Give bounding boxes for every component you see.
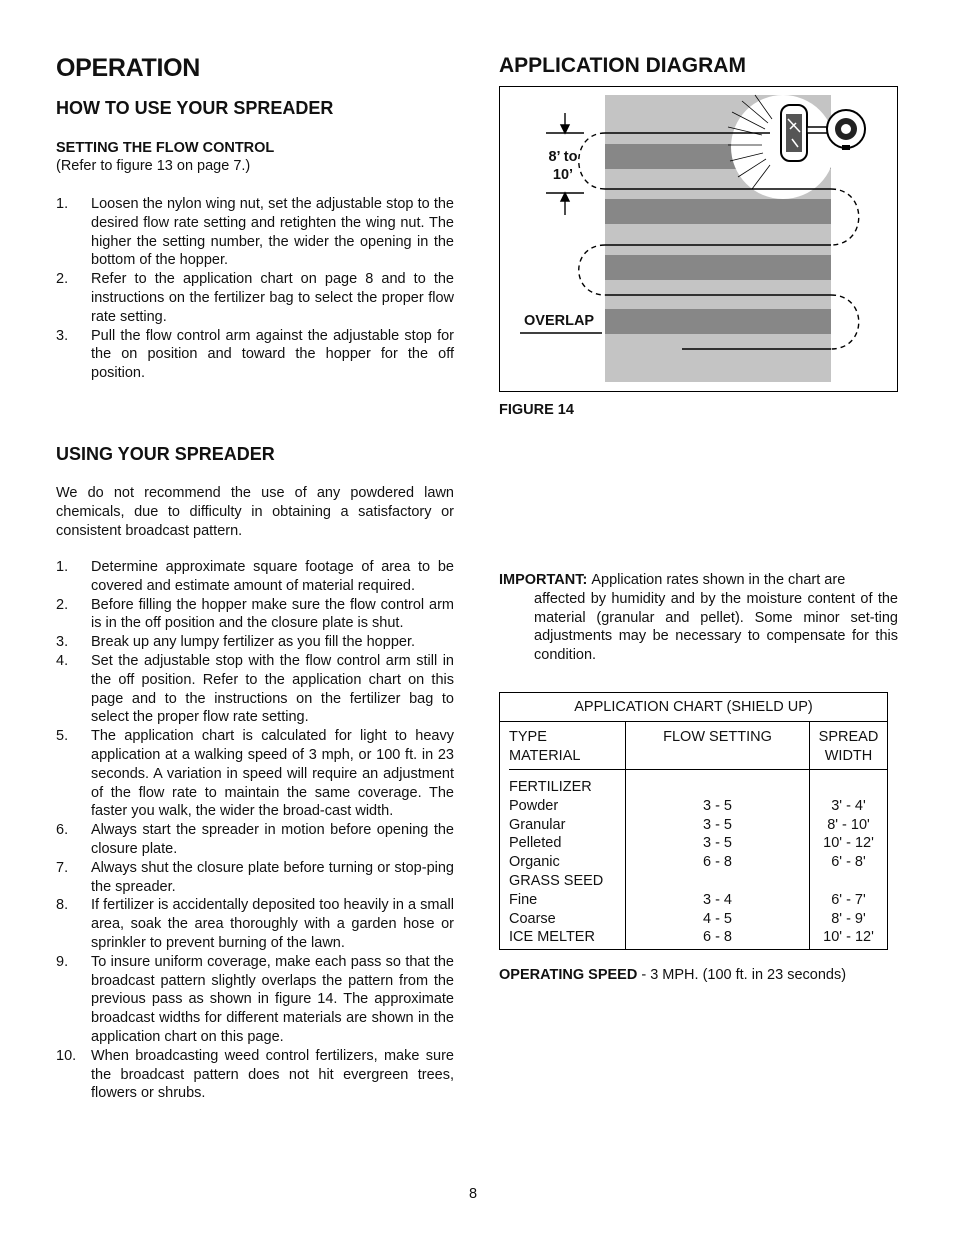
material-header-line2: MATERIAL bbox=[509, 747, 581, 764]
using-intro: We do not recommend the use of any powdered lawn chemicals, due to difficulty in obtaining a satisfactory or consistent broadcast pattern. bbox=[56, 485, 454, 539]
list-text: When broadcasting weed control fertilizers, make sure the broadcast pattern does not hit evergreen trees, flowers or shrubs. bbox=[91, 1047, 454, 1102]
flow-column bbox=[626, 722, 810, 949]
flow-values bbox=[626, 770, 809, 949]
list-item bbox=[56, 652, 454, 727]
chart-material-cell: Organic bbox=[509, 854, 560, 871]
chart-material-cell: Powder bbox=[509, 797, 559, 814]
list-text: Loosen the nylon wing nut, set the adjustable stop to the desired flow rate setting and retighten the wing nut. The higher the setting number, the wider the opening in the bottom of the hopper. bbox=[91, 196, 454, 269]
chart-material-cell: FERTILIZER bbox=[509, 779, 592, 795]
chart-material-cell: Fine bbox=[509, 891, 538, 908]
list-number: 1. bbox=[56, 559, 69, 575]
spread-values bbox=[810, 770, 887, 949]
list-item bbox=[56, 859, 454, 897]
list-number: 10. bbox=[56, 1047, 77, 1064]
list-text: The application chart is calculated for light to heavy application at a walking speed of 3 mph, or 100 ft. in 23 seconds. A variation in speed will require an adjustment of the flow rate to maintain the same coverage. The faster you walk, the wider the broad-cast width. bbox=[91, 728, 454, 820]
diagram-svg bbox=[500, 87, 897, 391]
list-item bbox=[56, 953, 454, 1047]
list-text: To insure uniform coverage, make each pass so that the broadcast pattern slightly overlaps the pattern from the previous pass as shown in figure 14. The approximate broadcast widths for different materials are shown in the application chart on this page. bbox=[91, 953, 454, 1045]
important-note bbox=[499, 571, 898, 665]
list-number: 6. bbox=[56, 822, 69, 839]
important-text: affected by humidity and by the moisture content of the material (granular and pellet). Some minor set-ting adjustments may be necessary to compensate for this condition. bbox=[534, 590, 898, 664]
material-header bbox=[509, 722, 625, 770]
chart-flow-cell: 6 - 8 bbox=[702, 854, 732, 871]
important-first-line: Application rates shown in the chart are bbox=[591, 572, 846, 588]
list-item bbox=[56, 270, 454, 326]
chart-title: APPLICATION CHART (SHIELD UP) bbox=[500, 693, 887, 722]
chart-spread-cell: 3' - 4' bbox=[831, 797, 866, 814]
using-steps bbox=[56, 558, 454, 1103]
figure-reference: (Refer to figure 13 on page 7.) bbox=[56, 158, 251, 174]
list-text: Before filling the hopper make sure the flow control arm is in the off position and the closure plate is shut. bbox=[91, 596, 454, 632]
page-title: OPERATION bbox=[56, 54, 201, 82]
flow-control-subheading: SETTING THE FLOW CONTROL bbox=[56, 140, 275, 156]
overlap-stripe bbox=[605, 255, 831, 280]
list-number: 1. bbox=[56, 196, 69, 212]
list-number: 4. bbox=[56, 652, 69, 669]
chart-flow-cell: 4 - 5 bbox=[702, 910, 732, 927]
flow-header: FLOW SETTING bbox=[626, 722, 809, 770]
how-to-heading: HOW TO USE YOUR SPREADER bbox=[56, 98, 334, 118]
chart-material-cell: ICE MELTER bbox=[509, 929, 595, 946]
material-column bbox=[500, 722, 626, 949]
spread-header-line2: WIDTH bbox=[824, 747, 873, 764]
list-item bbox=[56, 558, 454, 596]
chart-spread-cell bbox=[810, 778, 887, 797]
spread-column bbox=[810, 722, 887, 949]
list-number: 9. bbox=[56, 953, 69, 970]
spread-header-line1: SPREAD bbox=[818, 729, 879, 745]
pass-width-label-line1: 8’ to bbox=[548, 149, 578, 165]
list-item bbox=[56, 727, 454, 821]
pass-width-label bbox=[544, 148, 582, 184]
list-number: 3. bbox=[56, 634, 69, 651]
operating-speed bbox=[499, 967, 846, 983]
list-number: 2. bbox=[56, 271, 69, 288]
chart-flow-cell: 3 - 5 bbox=[702, 835, 732, 852]
chart-spread-cell: 6' - 7' bbox=[831, 891, 866, 908]
chart-flow-cell bbox=[626, 872, 809, 891]
chart-spread-cell: 8' - 10' bbox=[827, 816, 870, 833]
spread-header bbox=[810, 722, 887, 770]
chart-spread-cell: 10' - 12' bbox=[823, 835, 874, 852]
page-number: 8 bbox=[469, 1186, 478, 1202]
overlap-label: OVERLAP bbox=[524, 313, 595, 329]
pass-width-label-line2: 10’ bbox=[552, 167, 574, 183]
list-text: Determine approximate square footage of area to be covered and estimate amount of material required. bbox=[91, 559, 454, 594]
list-item bbox=[56, 896, 454, 952]
chart-material-cell: Granular bbox=[509, 816, 566, 833]
using-heading: USING YOUR SPREADER bbox=[56, 444, 275, 464]
list-item bbox=[56, 195, 454, 270]
operating-speed-text: - 3 MPH. (100 ft. in 23 seconds) bbox=[637, 967, 847, 983]
list-item bbox=[56, 633, 454, 652]
list-number: 3. bbox=[56, 327, 69, 344]
list-number: 2. bbox=[56, 596, 69, 613]
list-item bbox=[56, 596, 454, 634]
list-text: Pull the flow control arm against the adjustable stop for the on position and toward the hopper for the off position. bbox=[91, 327, 454, 382]
list-number: 7. bbox=[56, 859, 69, 876]
chart-spread-cell: 10' - 12' bbox=[823, 929, 874, 946]
figure-caption: FIGURE 14 bbox=[499, 402, 574, 418]
chart-flow-cell: 3 - 5 bbox=[702, 797, 732, 814]
flow-control-steps bbox=[56, 195, 454, 383]
chart-flow-cell: 6 - 8 bbox=[702, 929, 732, 946]
list-text: Break up any lumpy fertilizer as you fill the hopper. bbox=[91, 634, 415, 651]
operating-speed-label: OPERATING SPEED bbox=[499, 967, 638, 983]
overlap-stripe bbox=[605, 199, 831, 224]
material-header-line1: TYPE bbox=[509, 729, 547, 745]
chart-spread-cell: 6' - 8' bbox=[831, 854, 866, 871]
overlap-stripe bbox=[605, 309, 831, 334]
list-text: Set the adjustable stop with the flow control arm still in the off position. Refer to the application chart on this page and to the instructions on the fertilizer bag to select the proper flow rate setting. bbox=[91, 652, 454, 726]
application-diagram bbox=[499, 86, 898, 392]
chart-spread-cell: 8' - 9' bbox=[831, 910, 866, 927]
list-item bbox=[56, 821, 454, 859]
chart-flow-cell: 3 - 5 bbox=[702, 816, 732, 833]
list-text: Always shut the closure plate before turning or stop-ping the spreader. bbox=[91, 859, 454, 895]
material-values bbox=[509, 770, 625, 949]
list-number: 8. bbox=[56, 897, 69, 914]
list-number: 5. bbox=[56, 728, 69, 745]
list-text: If fertilizer is accidentally deposited too heavily in a small area, soak the area thoroughly with a garden hose or sprinkler to prevent burning of the lawn. bbox=[91, 897, 454, 951]
chart-material-cell: GRASS SEED bbox=[509, 872, 604, 889]
list-item bbox=[56, 1047, 454, 1103]
diagram-title: APPLICATION DIAGRAM bbox=[499, 54, 746, 77]
chart-material-cell: Coarse bbox=[509, 910, 556, 927]
chart-spread-cell bbox=[810, 872, 887, 891]
application-chart bbox=[499, 692, 888, 950]
chart-flow-cell: 3 - 4 bbox=[702, 891, 732, 908]
important-label: IMPORTANT: bbox=[499, 572, 588, 588]
chart-material-cell: Pelleted bbox=[509, 835, 562, 852]
list-text: Always start the spreader in motion before opening the closure plate. bbox=[91, 822, 454, 857]
list-item bbox=[56, 327, 454, 383]
list-text: Refer to the application chart on page 8 and to the instructions on the fertilizer bag to select the proper flow rate setting. bbox=[91, 271, 454, 325]
chart-flow-cell bbox=[626, 778, 809, 797]
